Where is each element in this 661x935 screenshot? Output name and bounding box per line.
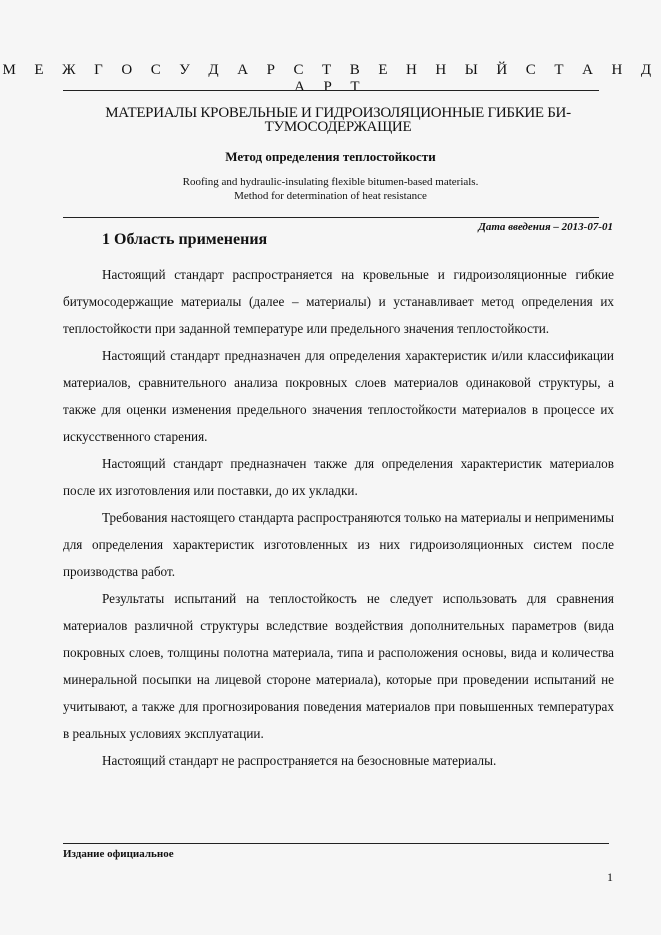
- introduction-date: Дата введения – 2013-07-01: [478, 221, 613, 233]
- document-title-line-1: МАТЕРИАЛЫ КРОВЕЛЬНЫЕ И ГИДРОИЗОЛЯЦИОННЫЕ ГИБКИЕ БИ-: [105, 105, 571, 121]
- standard-type-header: М Е Ж Г О С У Д А Р С Т В Е Н Н Ы Й С Т А Н Д А Р Т: [2, 62, 659, 95]
- english-title: [0, 175, 661, 203]
- paragraph-2: Настоящий стандарт предназначен для определения характеристик и/или классификации материалов, сравнительного анализа покровных слоев материалов одинаковой структуры, а также для оценки изменения предельного значения теплостойкости материалов в процессе их искусственного старения.: [63, 348, 614, 444]
- paragraph-1: Настоящий стандарт распространяется на кровельные и гидроизоляционные гибкие битумосодержащие материалы (далее – материалы) и устанавливает метод определения их теплостойкости при заданной температуре или предельного значения теплостойкости.: [63, 267, 614, 336]
- paragraph-5: Результаты испытаний на теплостойкость не следует использовать для сравнения материалов различной структуры вследствие воздействия дополнительных параметров (вида покровных слоев, толщины полотна материала, типа и расположения основы, вида и количества минеральной посыпки на лицевой стороне материала), которые при проведении испытаний не учитывают, а также для прогнозирования поведения материалов при повышенных температурах в реальных условиях эксплуатации.: [63, 591, 614, 741]
- english-title-line-2: Method for determination of heat resistance: [234, 190, 427, 202]
- document-title-line-2: ТУМОСОДЕРЖАЩИЕ: [264, 119, 412, 135]
- official-edition-label: Издание официальное: [63, 848, 174, 860]
- paragraph-4: Требования настоящего стандарта распространяются только на материалы и неприменимы для определения характеристик изготовленных из них гидроизоляционных систем после производства работ.: [63, 510, 614, 579]
- header-rule: [63, 90, 599, 91]
- method-title: Метод определения теплостойкости: [225, 149, 436, 164]
- paragraph-3: Настоящий стандарт предназначен также для определения характеристик материалов после их изготовления или поставки, до их укладки.: [63, 456, 614, 498]
- page-number: 1: [607, 870, 613, 884]
- english-title-line-1: Roofing and hydraulic-insulating flexible bitumen-based materials.: [182, 176, 479, 188]
- section-body: [63, 261, 614, 774]
- title-rule: [63, 217, 599, 218]
- footer-rule: [63, 843, 609, 844]
- paragraph-6: Настоящий стандарт не распространяется на безосновные материалы.: [102, 753, 497, 768]
- document-title: [55, 106, 621, 134]
- section-heading: 1 Область применения: [102, 231, 268, 248]
